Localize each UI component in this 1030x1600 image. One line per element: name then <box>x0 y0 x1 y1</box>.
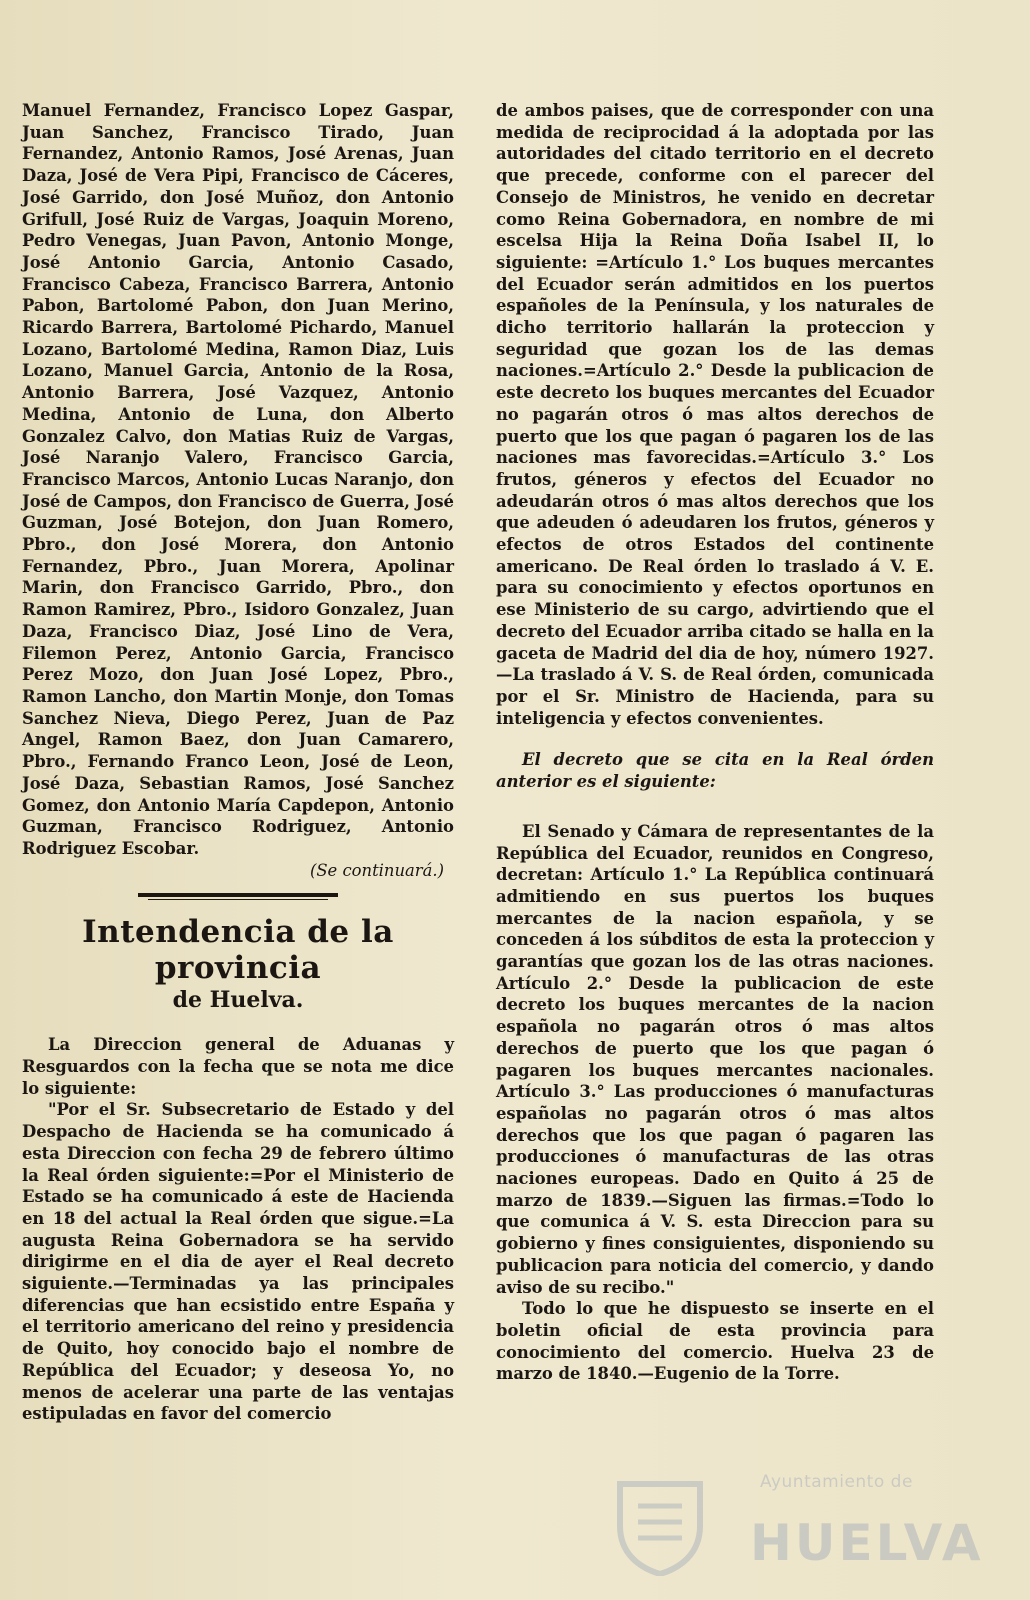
quote-paragraph: "Por el Sr. Subsecretario de Estado y del Despacho de Hacienda se ha comunicado á esta Direccion con fecha 29 de febrero último la Real órden siguiente:=Por el Ministerio de Estado se ha comunicado á este de Hacienda en 18 del actual la Real órden que sigue.=La augusta Reina Gobernadora se ha servido dirigirme en el dia de ayer el Real decreto siguiente.—Terminadas ya las principales diferencias que han ecsistido entre España y el territorio americano del reino y presidencia de Quito, hoy conocido bajo el nombre de República del Ecuador; y deseosa Yo, no menos de acelerar una parte de las ventajas estipuladas en favor del comercio <box>22 1100 454 1424</box>
section-divider-thin <box>148 899 328 900</box>
intro-paragraph: La Direccion general de Aduanas y Resguardos con la fecha que se nota me dice lo siguiente: <box>22 1035 454 1098</box>
continuation-paragraph: de ambos paises, que de corresponder con una medida de reciprocidad á la adoptada por las autoridades del citado territorio en el decreto que precede, conforme con el parecer del Consejo de Ministros, he venido en decretar como Reina Gobernadora, en nombre de mi escelsa Hija la Reina Doña Isabel II, lo siguiente: =Artículo 1.° Los buques mercantes del Ecuador serán admitidos en los puertos españoles de la Península, y los naturales de dicho territorio hallarán la proteccion y seguridad que gozan los de las demas naciones.=Artículo 2.° Desde la publicacion de este decreto los buques mercantes del Ecuador no pagarán otros ó mas altos derechos de puerto que los que pagan ó pagaren los de las naciones mas favorecidas.=Artículo 3.° Los frutos, géneros y efectos del Ecuador no adeudarán otros ó mas altos derechos que los que adeuden ó adeudaren los frutos, géneros y efectos de otros Estados del continente americano. De Real órden lo traslado á V. E. para su conocimiento y efectos oportunos en ese Ministerio de su cargo, advirtiendo que el decreto del Ecuador arriba citado se halla en la gaceta de Madrid del dia de hoy, número 1927.—La traslado á V. S. de Real órden, comunicada por el Sr. Ministro de Hacienda, para su inteligencia y efectos convenientes. <box>496 101 934 728</box>
section-divider-thick <box>138 893 338 897</box>
names-paragraph: Manuel Fernandez, Francisco Lopez Gaspar, Juan Sanchez, Francisco Tirado, Juan Fernandez, Antonio Ramos, José Arenas, Juan Daza, José de Vera Pipi, Francisco de Cáceres, José Garrido, don José Muñoz, don Antonio Grifull, José Ruiz de Vargas, Joaquin Moreno, Pedro Venegas, Juan Pavon, Antonio Monge, José Antonio Garcia, Antonio Casado, Francisco Cabeza, Francisco Barrera, Antonio Pabon, Bartolomé Pabon, don Juan Merino, Ricardo Barrera, Bartolomé Pichardo, Manuel Lozano, Bartolomé Medina, Ramon Diaz, Luis Lozano, Manuel Garcia, Antonio de la Rosa, Antonio Barrera, José Vazquez, Antonio Medina, Antonio de Luna, don Alberto Gonzalez Calvo, don Matias Ruiz de Vargas, José Naranjo Valero, Francisco Garcia, Francisco Marcos, Antonio Lucas Naranjo, don José de Campos, don Francisco de Guerra, José Guzman, José Botejon, don Juan Romero, Pbro., don José Morera, don Antonio Fernandez, Pbro., Juan Morera, Apolinar Marin, don Francisco Garrido, Pbro., don Ramon Ramirez, Pbro., Isidoro Gonzalez, Juan Daza, Francisco Diaz, José Lino de Vera, Filemon Perez, Antonio Garcia, Francisco Perez Mozo, don Juan José Lopez, Pbro., Ramon Lancho, don Martin Monje, don Tomas Sanchez Nieva, Diego Perez, Juan de Paz Angel, Ramon Baez, don Juan Camarero, Pbro., Fernando Franco Leon, José de Leon, José Daza, Sebastian Ramos, José Sanchez Gomez, don Antonio María Capdepon, Antonio Guzman, Francisco Rodriguez, Antonio Rodriguez Escobar. <box>22 101 454 858</box>
right-column <box>496 100 934 1385</box>
continuation-note: (Se continuará.) <box>309 860 444 880</box>
left-column <box>22 100 454 1425</box>
watermark-top-text: Ayuntamiento de <box>760 1472 913 1492</box>
section-heading: Intendencia de la provincia <box>82 914 394 987</box>
closing-paragraph: Todo lo que he dispuesto se inserte en el boletin oficial de esta provincia para conocimiento del comercio. Huelva 23 de marzo de 1840.—Eugenio de la Torre. <box>496 1299 934 1384</box>
archive-watermark <box>600 1470 984 1580</box>
decree-intro: El decreto que se cita en la Real órden anterior es el siguiente: <box>496 750 934 792</box>
decree-paragraph: El Senado y Cámara de representantes de la República del Ecuador, reunidos en Congreso, decretan: Artículo 1.° La República continuará admitiendo en sus puertos los buques mercantes de la nacion española, y se conceden á los súbditos de esta la proteccion y garantías que gozan los de las otras naciones. Artículo 2.° Desde la publicacion de este decreto los buques mercantes de la nacion española no pagarán otros ó mas altos derechos de puerto que los que pagan ó pagaren los buques mercantes nacionales. Artículo 3.° Las producciones ó manufacturas españolas no pagarán otros ó mas altos derechos que los que pagan ó pagaren las producciones ó manufacturas de las otras naciones europeas. Dado en Quito á 25 de marzo de 1839.—Siguen las firmas.=Todo lo que comunica á V. S. esta Direccion para su gobierno y fines consiguientes, disponiendo su publicacion para noticia del comercio, y dando aviso de su recibo." <box>496 821 934 1297</box>
section-subheading: de Huelva. <box>172 987 304 1014</box>
city-shield-icon <box>600 1476 720 1576</box>
watermark-main-text: HUELVA <box>750 1514 984 1572</box>
